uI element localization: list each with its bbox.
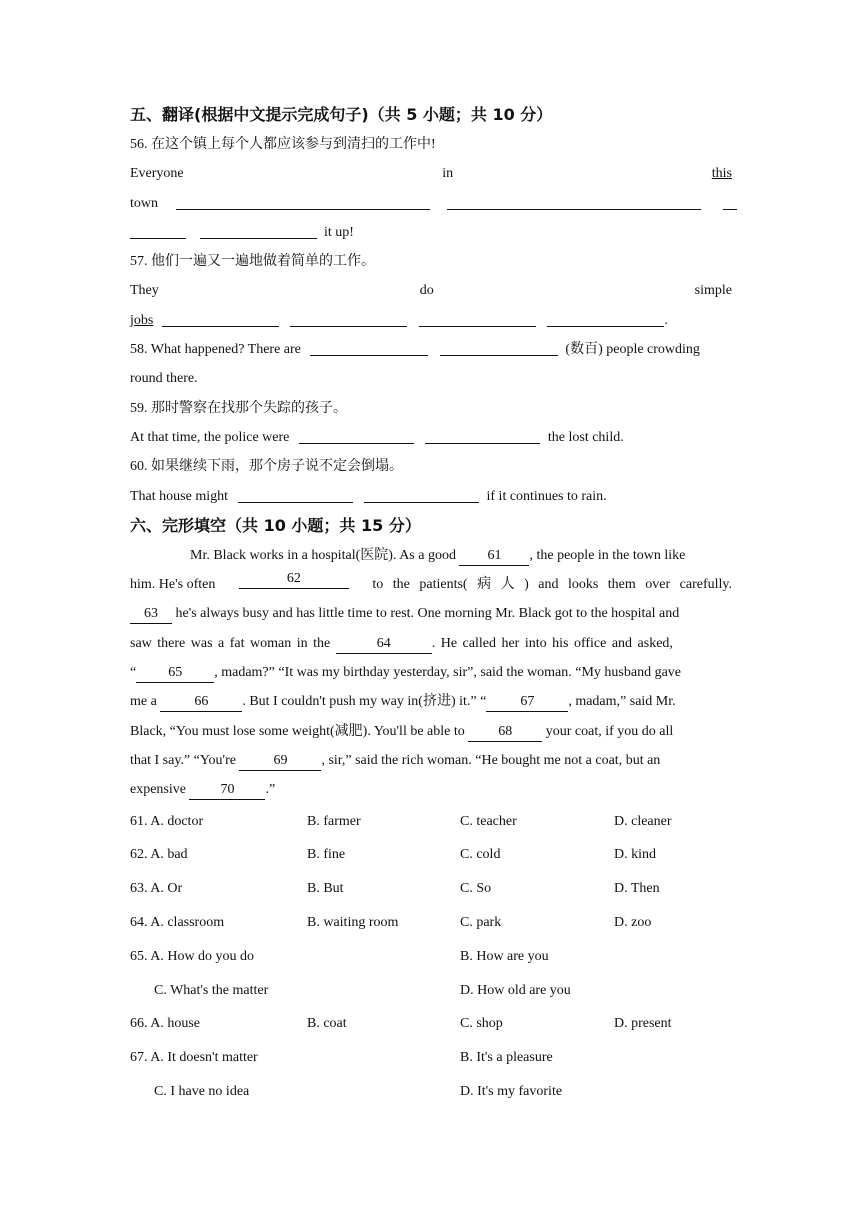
q60-text-a: That house might bbox=[130, 488, 228, 504]
option-d[interactable]: D. zoo bbox=[614, 914, 652, 930]
q56-word-this: this bbox=[711, 166, 732, 182]
options-row-65b bbox=[130, 974, 732, 1008]
option-b[interactable]: B. But bbox=[307, 881, 344, 897]
blank-68[interactable]: 68 bbox=[468, 723, 542, 742]
passage-text: , madam,” said Mr. bbox=[568, 694, 676, 710]
options-row-62 bbox=[130, 838, 732, 872]
option-c[interactable]: C. teacher bbox=[460, 813, 517, 829]
section-6-title: 六、完形填空（共 10 小题；共 15 分） bbox=[130, 515, 421, 535]
passage-text: , madam?” “It was my birthday yesterday, sir”, said the woman. “My husband gave bbox=[214, 665, 682, 681]
option-a[interactable]: 65. A. How do you do bbox=[130, 948, 255, 964]
passage-text: me a bbox=[130, 694, 157, 710]
passage-text: your coat, if you do all bbox=[545, 723, 674, 739]
blank-64[interactable]: 64 bbox=[336, 635, 432, 654]
passage-line bbox=[130, 717, 732, 746]
q58-line-1 bbox=[130, 335, 732, 364]
passage-line bbox=[130, 687, 732, 716]
q56-prompt: 56. 在这个镇上每个人都应该参与到清扫的工作中! bbox=[130, 137, 436, 152]
section-5-title: 五、翻译(根据中文提示完成句子)（共 5 小题；共 10 分） bbox=[130, 105, 553, 124]
answer-blank[interactable] bbox=[723, 193, 737, 210]
blank-67[interactable]: 67 bbox=[486, 693, 568, 712]
answer-blank[interactable] bbox=[299, 427, 414, 444]
q56-end: it up! bbox=[324, 224, 354, 240]
option-c[interactable]: C. park bbox=[460, 914, 502, 930]
passage-line bbox=[130, 746, 732, 775]
worksheet-page bbox=[130, 100, 732, 1109]
passage-text: , sir,” said the rich woman. “He bought me not a coat, but an bbox=[321, 752, 661, 768]
passage-text: expensive bbox=[130, 782, 186, 798]
passage-line bbox=[130, 570, 732, 599]
passage-text: , the people in the town like bbox=[529, 547, 686, 563]
answer-blank[interactable] bbox=[425, 427, 540, 444]
q56-line-3 bbox=[130, 218, 732, 247]
blank-62[interactable]: 62 bbox=[239, 570, 349, 589]
q57-word-jobs: jobs bbox=[130, 312, 154, 328]
cloze-passage bbox=[130, 541, 732, 805]
passage-text: to the patients( 病 人 ) and looks them over carefully. bbox=[372, 577, 732, 593]
answer-blank[interactable] bbox=[162, 310, 279, 327]
answer-blank[interactable] bbox=[447, 193, 701, 210]
passage-line bbox=[130, 629, 732, 658]
q56-word-everyone: Everyone bbox=[130, 166, 184, 182]
q57-word-they: They bbox=[130, 283, 159, 299]
blank-66[interactable]: 66 bbox=[160, 693, 242, 712]
answer-blank[interactable] bbox=[364, 486, 479, 503]
blank-63[interactable]: 63 bbox=[130, 605, 172, 624]
passage-text: . But I couldn't push my way in(挤进) it.” “ bbox=[242, 694, 487, 710]
passage-line bbox=[130, 541, 732, 570]
blank-65[interactable]: 65 bbox=[136, 664, 214, 683]
q59-text-a: At that time, the police were bbox=[130, 429, 290, 445]
answer-blank[interactable] bbox=[440, 339, 558, 356]
passage-text: that I say.” “You're bbox=[130, 752, 236, 768]
option-b[interactable]: B. farmer bbox=[307, 813, 361, 829]
option-a[interactable]: 67. A. It doesn't matter bbox=[130, 1050, 258, 1066]
blank-61[interactable]: 61 bbox=[459, 547, 529, 566]
option-d[interactable]: D. present bbox=[614, 1016, 672, 1032]
passage-line bbox=[130, 775, 732, 804]
q58-text-a: 58. What happened? There are bbox=[130, 342, 301, 358]
options-row-67b bbox=[130, 1075, 732, 1109]
options-row-61 bbox=[130, 805, 732, 839]
answer-blank[interactable] bbox=[419, 310, 536, 327]
option-b[interactable]: B. fine bbox=[307, 847, 346, 863]
q58-hint: (数百) people crowding bbox=[565, 342, 700, 358]
answer-blank[interactable] bbox=[200, 222, 317, 239]
passage-text: “ bbox=[130, 665, 137, 681]
option-d[interactable]: D. cleaner bbox=[614, 813, 672, 829]
answer-blank[interactable] bbox=[238, 486, 353, 503]
answer-blank[interactable] bbox=[290, 310, 407, 327]
option-a[interactable]: 62. A. bad bbox=[130, 847, 188, 863]
q58-line-2: round there. bbox=[130, 371, 198, 387]
q56-line-2 bbox=[130, 189, 732, 218]
q60-line bbox=[130, 482, 732, 511]
q57-word-do: do bbox=[419, 283, 434, 299]
q59-prompt: 59. 那时警察在找那个失踪的孩子。 bbox=[130, 400, 347, 416]
option-c[interactable]: C. cold bbox=[460, 847, 501, 863]
blank-70[interactable]: 70 bbox=[189, 781, 265, 800]
passage-text: . He called her into his office and asked, bbox=[431, 635, 673, 651]
blank-69[interactable]: 69 bbox=[239, 752, 321, 771]
q59-line bbox=[130, 423, 732, 452]
passage-text: Black, “You must lose some weight(减肥). You'll be able to bbox=[130, 723, 465, 739]
passage-text: him. He's often bbox=[130, 577, 216, 593]
q57-end: . bbox=[664, 312, 668, 328]
option-d[interactable]: D. How old are you bbox=[460, 982, 571, 998]
options-row-66 bbox=[130, 1007, 732, 1041]
passage-line bbox=[130, 599, 732, 628]
option-d[interactable]: D. Then bbox=[614, 881, 660, 897]
options-row-64 bbox=[130, 906, 732, 940]
q57-line-1 bbox=[130, 276, 732, 305]
option-b[interactable]: B. How are you bbox=[460, 948, 549, 964]
option-b[interactable]: B. coat bbox=[307, 1016, 347, 1032]
option-c[interactable]: C. So bbox=[460, 881, 492, 897]
answer-blank[interactable] bbox=[310, 339, 428, 356]
options-row-67a bbox=[130, 1041, 732, 1075]
q60-text-b: if it continues to rain. bbox=[486, 488, 607, 504]
q57-prompt: 57. 他们一遍又一遍地做着简单的工作。 bbox=[130, 254, 375, 270]
passage-text: he's always busy and has little time to rest. One morning Mr. Black got to the hospital and bbox=[175, 606, 680, 622]
answer-blank[interactable] bbox=[130, 222, 186, 239]
passage-line bbox=[130, 658, 732, 687]
option-d[interactable]: D. It's my favorite bbox=[460, 1083, 563, 1099]
option-a[interactable]: 66. A. house bbox=[130, 1016, 200, 1032]
passage-text: .” bbox=[265, 782, 276, 798]
q59-text-b: the lost child. bbox=[547, 429, 624, 445]
option-c[interactable]: C. shop bbox=[460, 1016, 503, 1032]
options-row-63 bbox=[130, 872, 732, 906]
q56-line-1 bbox=[130, 159, 732, 188]
answer-blank[interactable] bbox=[176, 193, 430, 210]
q56-word-town: town bbox=[130, 195, 158, 211]
q57-word-simple: simple bbox=[694, 283, 732, 299]
answer-blank[interactable] bbox=[547, 310, 664, 327]
q60-prompt: 60. 如果继续下雨，那个房子说不定会倒塌。 bbox=[130, 459, 403, 475]
passage-text: Mr. Black works in a hospital(医院). As a good bbox=[190, 547, 456, 563]
option-d[interactable]: D. kind bbox=[614, 847, 656, 863]
q57-line-2 bbox=[130, 306, 732, 335]
q56-word-in: in bbox=[442, 166, 454, 182]
option-b[interactable]: B. waiting room bbox=[307, 914, 399, 930]
option-a[interactable]: 61. A. doctor bbox=[130, 813, 204, 829]
passage-text: saw there was a fat woman in the bbox=[130, 635, 331, 651]
option-c[interactable]: C. I have no idea bbox=[154, 1083, 250, 1099]
options-row-65a bbox=[130, 940, 732, 974]
option-c[interactable]: C. What's the matter bbox=[154, 982, 269, 998]
option-b[interactable]: B. It's a pleasure bbox=[460, 1050, 553, 1066]
option-a[interactable]: 63. A. Or bbox=[130, 881, 183, 897]
option-a[interactable]: 64. A. classroom bbox=[130, 914, 225, 930]
